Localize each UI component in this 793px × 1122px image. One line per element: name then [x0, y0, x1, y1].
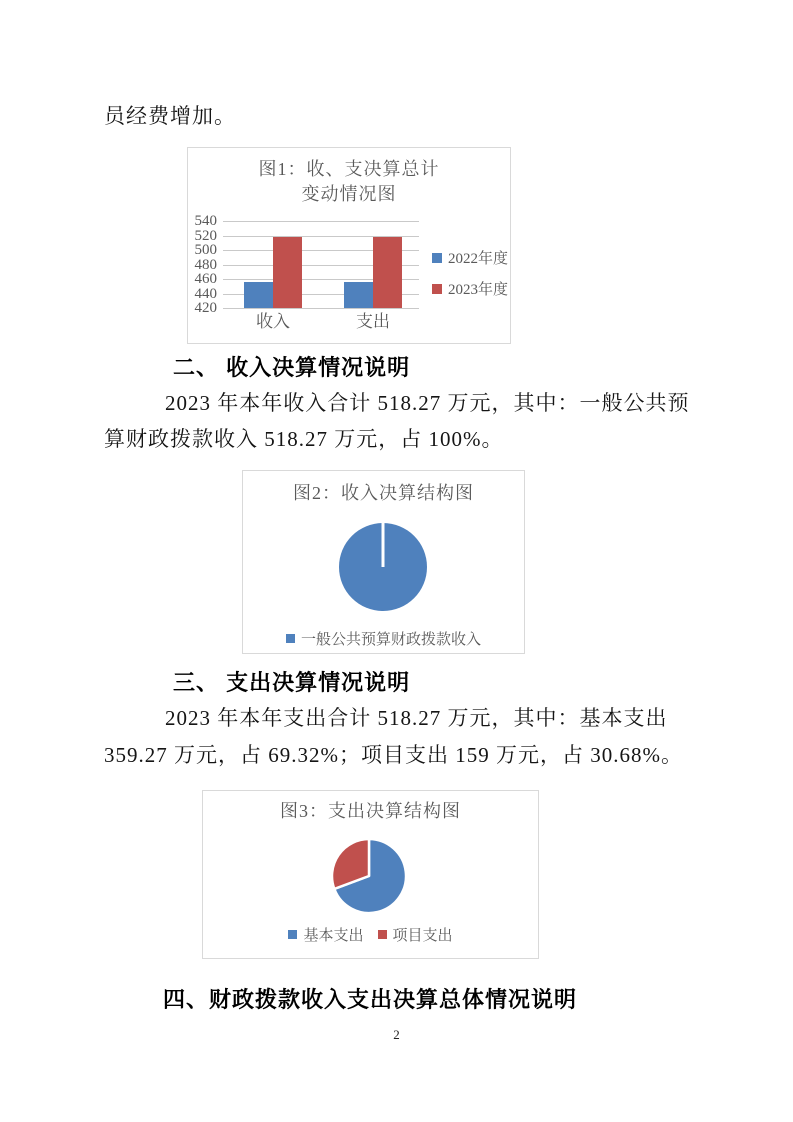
y-axis-tick-label: 420: [194, 300, 217, 316]
legend-swatch-2022: [432, 253, 442, 263]
figure2-pie-chart: [242, 470, 525, 654]
y-axis-tick-label: 460: [194, 271, 217, 287]
legend-swatch-2023: [432, 284, 442, 294]
section3-paragraph-line1: 2023 年本年支出合计 518.27 万元，其中：基本支出: [165, 706, 668, 730]
legend-item-2023: [432, 278, 508, 299]
legend-label-2023: 2023年度: [448, 282, 509, 298]
x-axis-category-label: 支出: [356, 312, 390, 331]
legend-label-2022: 2022年度: [448, 251, 509, 267]
x-axis-category-label: 收入: [256, 312, 290, 331]
bar-chart-plot: [188, 148, 510, 343]
y-axis-tick-label: 520: [194, 227, 217, 244]
bar-segment: [344, 282, 373, 308]
figure2-legend: [243, 628, 524, 649]
legend-swatch-income: [286, 634, 295, 643]
income-pie: [243, 471, 524, 653]
section2-heading: 二、 收入决算情况说明: [173, 355, 411, 380]
y-axis-tick-label: 440: [194, 285, 217, 302]
figure3-legend: [203, 924, 538, 945]
bar-chart-legend: [432, 247, 508, 299]
figure3-title: 图3：支出决算结构图: [280, 801, 461, 821]
y-axis-tick-label: 480: [194, 256, 217, 273]
y-axis-tick-label: 540: [194, 213, 217, 229]
section2-paragraph-line1: 2023 年本年收入合计 518.27 万元，其中：一般公共预: [165, 391, 690, 415]
section3-heading: 三、 支出决算情况说明: [173, 670, 411, 695]
figure3-pie-chart: [202, 790, 539, 959]
figure1-title-line2: 变动情况图: [301, 184, 397, 204]
bar-segment: [373, 237, 402, 308]
legend-swatch-project: [378, 930, 387, 939]
legend-item-basic: [288, 924, 363, 945]
legend-label-project: 项目支出: [392, 928, 453, 944]
figure1-title-line1: 图1：收、支决算总计: [258, 159, 440, 179]
section3-paragraph-line2: 359.27 万元，占 69.32%；项目支出 159 万元，占 30.68%。: [104, 743, 683, 767]
bar-segment: [244, 282, 273, 308]
y-axis-tick-label: 500: [194, 242, 217, 258]
intro-line: 员经费增加。: [104, 104, 236, 128]
figure1-bar-chart: [187, 147, 511, 344]
gridline: [223, 308, 419, 309]
bar-segment: [273, 237, 302, 308]
legend-item-2022: [432, 247, 508, 268]
legend-item-project: [378, 924, 453, 945]
legend-label-income: 一般公共预算财政拨款收入: [300, 632, 481, 648]
section4-heading: 四、财政拨款收入支出决算总体情况说明: [163, 987, 578, 1012]
legend-label-basic: 基本支出: [303, 928, 364, 944]
page-number: 2: [393, 1027, 400, 1042]
section2-paragraph-line2: 算财政拨款收入 518.27 万元，占 100%。: [104, 427, 504, 451]
gridline: [223, 221, 419, 222]
legend-swatch-basic: [288, 930, 297, 939]
figure2-title: 图2：收入决算结构图: [293, 483, 474, 503]
